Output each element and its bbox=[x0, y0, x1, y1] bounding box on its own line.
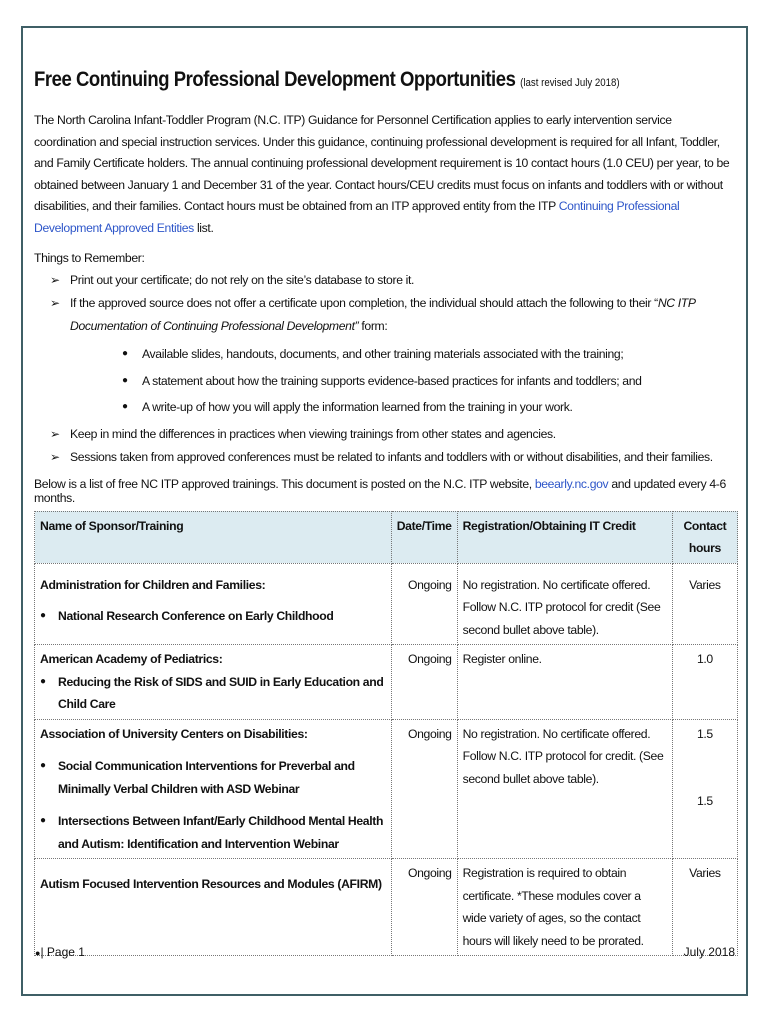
date-cell: Ongoing bbox=[391, 645, 457, 720]
hours-cell: Varies bbox=[672, 563, 737, 645]
sponsor-name: Association of University Centers on Disabilities: bbox=[40, 726, 308, 741]
sponsor-name: American Academy of Pediatrics: bbox=[40, 652, 223, 666]
credit-cell: No registration. No certificate offered. Follow N.C. ITP protocol for credit. (See second bullet above table). bbox=[457, 719, 672, 859]
intro-paragraph: The North Carolina Infant-Toddler Program (N.C. ITP) Guidance for Personnel Certification applies to early intervention service coordination and special instruction services. Under this guidance, continuing professional development is required for all Infant, Toddler, and Family Certificate holders. The annual continuing professional development requirement is 10 contact hours (1.0 CEU) per year, to be obtained between January 1 and December 31 of the year. Contact hours/CEU credits must focus on infants and toddlers with or without disabilities, and their families. Contact hours must be obtained from an ITP approved entity from the ITP Continuing Professional Development Approved Entities list. bbox=[34, 113, 730, 235]
sponsor-name: Autism Focused Intervention Resources and Modules (AFIRM) bbox=[40, 877, 382, 891]
arrow-icon: ➢ bbox=[50, 296, 60, 310]
header-date: Date/Time bbox=[391, 511, 457, 563]
revision-note: (last revised July 2018) bbox=[520, 77, 620, 89]
date-cell: Ongoing bbox=[391, 563, 457, 645]
training-item: ● National Research Conference on Early Childhood bbox=[40, 605, 386, 628]
page-title: Free Continuing Professional Development Opportunities (last revised July 2018) bbox=[34, 68, 620, 91]
training-item: ● Social Communication Interventions for Preverbal and Minimally Verbal Children with ASD Webinar bbox=[40, 755, 386, 800]
header-hours: Contact hours bbox=[672, 511, 737, 563]
sponsor-cell bbox=[35, 859, 392, 956]
bullet-icon: ● bbox=[122, 348, 128, 359]
table-row bbox=[35, 859, 738, 956]
header-credit: Registration/Obtaining IT Credit bbox=[457, 511, 672, 563]
header-sponsor: Name of Sponsor/Training bbox=[35, 511, 392, 563]
remember-list bbox=[34, 269, 736, 469]
website-link[interactable]: beearly.nc.gov bbox=[534, 476, 609, 491]
list-item: ➢ Sessions taken from approved conferences must be related to infants and toddlers with or without disabilities, and their families. bbox=[34, 446, 736, 469]
sponsor-cell bbox=[35, 563, 392, 645]
sub-list bbox=[70, 341, 736, 421]
sponsor-name: Administration for Children and Families: bbox=[40, 577, 266, 592]
table-header-row bbox=[35, 511, 738, 563]
table-row bbox=[35, 645, 738, 720]
training-item: ● Intersections Between Infant/Early Childhood Mental Health and Autism: Identification and Intervention Webinar bbox=[40, 810, 386, 855]
bullet-icon: ● bbox=[40, 675, 46, 687]
list-item: ➢ Keep in mind the differences in practices when viewing trainings from other states and agencies. bbox=[34, 423, 736, 446]
hours-cell: Varies bbox=[672, 859, 737, 956]
table-row bbox=[35, 563, 738, 645]
credit-cell: Register online. bbox=[457, 645, 672, 720]
table-row bbox=[35, 719, 738, 859]
list-item: ● A statement about how the training supports evidence-based practices for infants and toddlers; and bbox=[70, 368, 736, 395]
bullet-icon: ● bbox=[122, 374, 128, 386]
credit-cell: No registration. No certificate offered. Follow N.C. ITP protocol for credit (See second bullet above table). bbox=[457, 563, 672, 645]
list-intro: Below is a list of free NC ITP approved trainings. This document is posted on the N.C. ITP website, beearly.nc.gov and updated every 4-6 months. bbox=[34, 476, 726, 505]
bullet-icon: ● bbox=[122, 401, 128, 412]
list-item: ➢ Print out your certificate; do not rely on the site’s database to store it. bbox=[34, 269, 736, 292]
list-item: ● A write-up of how you will apply the information learned from the training in your work. bbox=[70, 394, 736, 421]
bullet-icon: ● bbox=[35, 948, 41, 958]
hours-cell: 1.0 bbox=[672, 645, 737, 720]
hours-value: 1.5 bbox=[696, 794, 713, 808]
document-body bbox=[34, 68, 736, 956]
bullet-icon: ● bbox=[40, 610, 46, 621]
footer-date: July 2018 bbox=[683, 945, 735, 959]
date-cell: Ongoing bbox=[391, 719, 457, 859]
approved-entities-link[interactable]: Continuing Professional Development Approved Entities bbox=[34, 199, 680, 235]
list-item: ● Available slides, handouts, documents, and other training materials associated with the training; bbox=[70, 341, 736, 368]
bullet-icon: ● bbox=[40, 760, 46, 771]
credit-cell: Registration is required to obtain certificate. *These modules cover a wide variety of ages, so the contact hours will likely need to be prorated. bbox=[457, 859, 672, 956]
hours-cell bbox=[672, 719, 737, 859]
list-item: ➢ If the approved source does not offer a certificate upon completion, the individual should attach the following to their “NC ITP Documentation of Continuing Professional Development” form: ● Available slides, handouts, documents, and other training materials associated with the training; ● A statement about how the training supports evidence-based practices for infants and toddlers; and ● A write-up of how you will apply the information learned from the training in your work. bbox=[34, 292, 736, 421]
page-number: ●| Page 1 bbox=[35, 945, 85, 959]
arrow-icon: ➢ bbox=[50, 273, 60, 287]
trainings-table bbox=[34, 511, 738, 957]
date-cell: Ongoing bbox=[391, 859, 457, 956]
arrow-icon: ➢ bbox=[50, 426, 60, 441]
training-item: ● Reducing the Risk of SIDS and SUID in Early Education and Child Care bbox=[40, 671, 386, 716]
hours-value: 1.5 bbox=[696, 726, 713, 741]
sponsor-cell bbox=[35, 645, 392, 720]
bullet-icon: ● bbox=[40, 815, 46, 826]
sponsor-cell bbox=[35, 719, 392, 859]
things-heading: Things to Remember: bbox=[34, 251, 145, 265]
arrow-icon: ➢ bbox=[50, 449, 60, 464]
